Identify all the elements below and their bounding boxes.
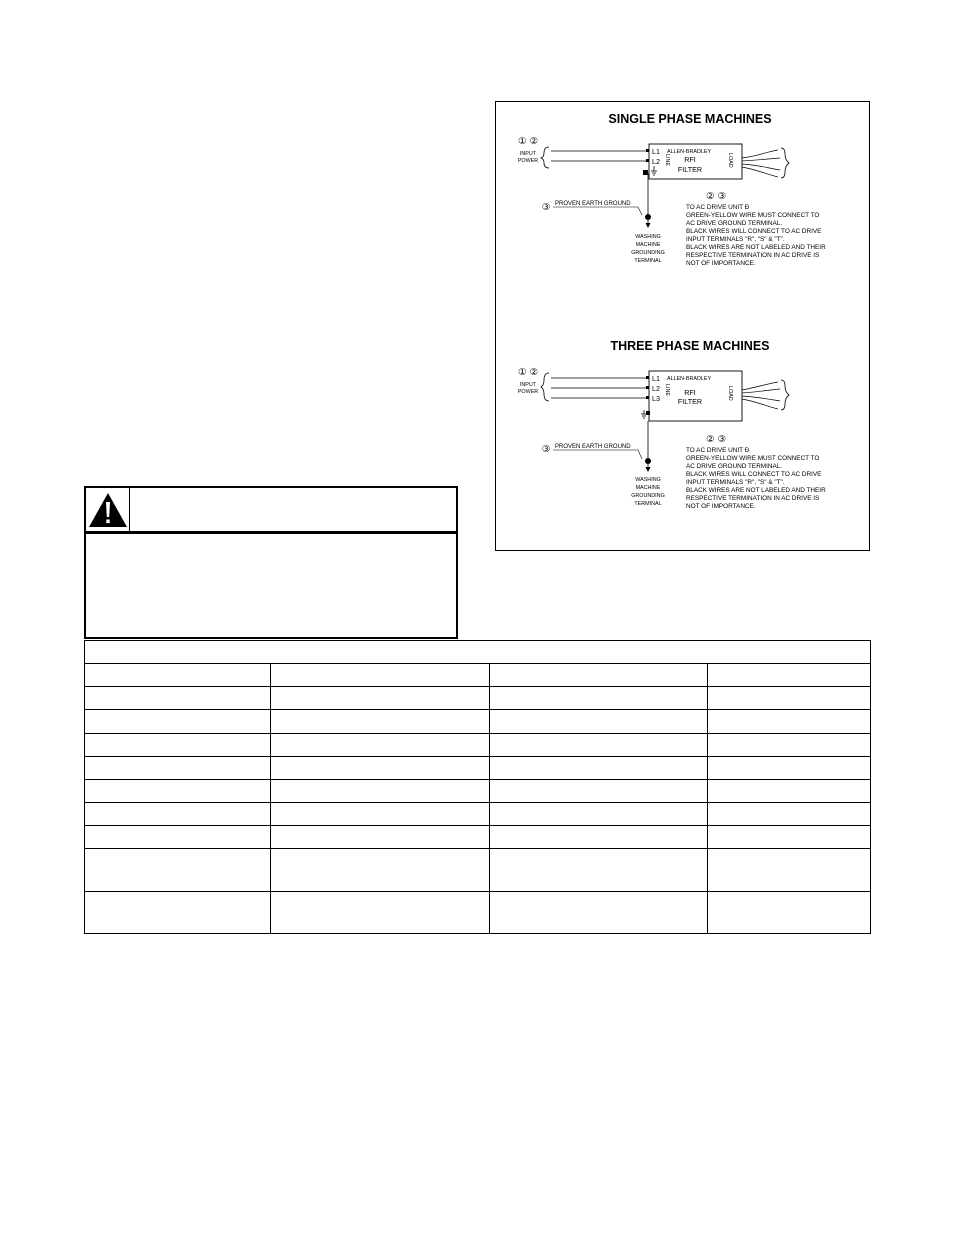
single-phase-note-line-5: INPUT TERMINALS "R", "S" & "T". bbox=[686, 236, 785, 243]
warning-box bbox=[84, 486, 458, 639]
three-phase-grounding-terminal-3: GROUNDING bbox=[631, 493, 665, 499]
three-phase-filter-name-1: RFI bbox=[684, 388, 696, 397]
three-phase-diagram bbox=[518, 339, 826, 510]
single-phase-note-line-6: BLACK WIRES ARE NOT LABELED AND THEIR bbox=[686, 244, 826, 251]
table-cell bbox=[85, 710, 271, 733]
table-cell bbox=[85, 826, 271, 849]
three-phase-grounding-terminal-4: TERMINAL bbox=[634, 501, 662, 507]
single-phase-note-line-1: TO AC DRIVE UNIT Ð bbox=[686, 204, 750, 211]
table-row bbox=[85, 710, 871, 733]
table-row bbox=[85, 779, 871, 802]
table-cell bbox=[708, 891, 871, 933]
single-phase-line-label: LINE bbox=[664, 154, 670, 166]
single-phase-input-power-label-1: INPUT bbox=[519, 151, 537, 157]
table-cell bbox=[85, 733, 271, 756]
three-phase-input-brace bbox=[541, 373, 549, 401]
table-cell bbox=[85, 756, 271, 779]
warning-header bbox=[86, 488, 456, 533]
single-phase-input-power-label-2: POWER bbox=[517, 158, 539, 164]
table-cell bbox=[271, 803, 490, 826]
three-phase-input-power-label-2: POWER bbox=[517, 389, 539, 395]
table-cell bbox=[490, 891, 708, 933]
warning-icon-cell bbox=[86, 488, 130, 531]
single-phase-title: SINGLE PHASE MACHINES bbox=[608, 112, 772, 126]
table-cell bbox=[490, 826, 708, 849]
table-header-cell bbox=[490, 664, 708, 687]
three-phase-ground-label: PROVEN EARTH GROUND bbox=[555, 444, 631, 450]
three-phase-note-line-4: BLACK WIRES WILL CONNECT TO AC DRIVE bbox=[686, 471, 822, 478]
three-phase-terminal-l1-dot bbox=[646, 376, 649, 379]
table-cell bbox=[708, 756, 871, 779]
table-cell bbox=[490, 687, 708, 710]
single-phase-filter-name-2: FILTER bbox=[677, 165, 703, 174]
three-phase-load-label: LOAD bbox=[727, 386, 733, 401]
table-cell bbox=[271, 756, 490, 779]
three-phase-terminal-l2: L2 bbox=[652, 384, 660, 393]
three-phase-note-line-3: AC DRIVE GROUND TERMINAL. bbox=[686, 463, 783, 470]
three-phase-input-power-label-1: INPUT bbox=[519, 382, 537, 388]
table-cell bbox=[271, 733, 490, 756]
three-phase-grounding-terminal-2: MACHINE bbox=[635, 485, 661, 491]
single-phase-filter-name-1: RFI bbox=[684, 155, 696, 164]
table-header-cell bbox=[708, 664, 871, 687]
table-cell bbox=[271, 891, 490, 933]
table-header-row bbox=[85, 664, 871, 687]
warning-triangle-icon bbox=[88, 492, 128, 528]
single-phase-grounding-terminal-4: TERMINAL bbox=[634, 258, 662, 264]
table-cell bbox=[271, 826, 490, 849]
single-phase-note-line-3: AC DRIVE GROUND TERMINAL. bbox=[686, 220, 783, 227]
table-row bbox=[85, 687, 871, 710]
single-phase-grounding-terminal-1: WASHING bbox=[635, 234, 661, 240]
single-phase-output-brace bbox=[781, 148, 789, 178]
three-phase-filter-name-2: FILTER bbox=[677, 397, 703, 406]
table-title-row bbox=[85, 641, 871, 664]
single-phase-filter-brand: ALLEN-BRADLEY bbox=[667, 149, 712, 155]
single-phase-note-line-2: GREEN-YELLOW WIRE MUST CONNECT TO bbox=[686, 212, 820, 219]
single-phase-terminal-l2: L2 bbox=[652, 157, 660, 166]
table-row bbox=[85, 891, 871, 933]
three-phase-note-numbers: ② ③ bbox=[705, 434, 727, 445]
single-phase-output-wires bbox=[742, 150, 780, 177]
table-cell bbox=[490, 710, 708, 733]
three-phase-output-wires bbox=[742, 382, 780, 409]
three-phase-ground-number: ③ bbox=[541, 444, 551, 455]
single-phase-note-numbers: ② ③ bbox=[705, 191, 727, 202]
table-title-cell bbox=[85, 641, 871, 664]
table-cell bbox=[85, 687, 271, 710]
three-phase-note-line-7: RESPECTIVE TERMINATION IN AC DRIVE IS bbox=[686, 495, 820, 502]
table-cell bbox=[271, 710, 490, 733]
table-cell bbox=[85, 891, 271, 933]
table-cell bbox=[490, 803, 708, 826]
single-phase-diagram bbox=[518, 112, 826, 267]
three-phase-output-brace bbox=[781, 380, 789, 410]
three-phase-title: THREE PHASE MACHINES bbox=[610, 339, 770, 353]
three-phase-grounding-terminal-1: WASHING bbox=[635, 477, 661, 483]
three-phase-note-line-6: BLACK WIRES ARE NOT LABELED AND THEIR bbox=[686, 487, 826, 494]
three-phase-note-line-2: GREEN-YELLOW WIRE MUST CONNECT TO bbox=[686, 455, 820, 462]
table-cell bbox=[85, 779, 271, 802]
spec-table bbox=[84, 640, 871, 934]
table-cell bbox=[85, 803, 271, 826]
single-phase-ground-number: ③ bbox=[541, 202, 551, 213]
three-phase-filter-brand: ALLEN-BRADLEY bbox=[667, 376, 712, 382]
table-cell bbox=[271, 849, 490, 891]
table-cell bbox=[708, 803, 871, 826]
table-row bbox=[85, 849, 871, 891]
single-phase-terminal-l2-dot bbox=[646, 159, 649, 162]
table-cell bbox=[85, 849, 271, 891]
table-cell bbox=[708, 733, 871, 756]
three-phase-line-label: LINE bbox=[664, 384, 670, 396]
table-cell bbox=[490, 779, 708, 802]
table-header-cell bbox=[85, 664, 271, 687]
single-phase-note-line-7: RESPECTIVE TERMINATION IN AC DRIVE IS bbox=[686, 252, 820, 259]
single-phase-input-brace bbox=[541, 147, 549, 168]
warning-divider bbox=[86, 533, 456, 534]
single-phase-ground-arrow-icon bbox=[646, 223, 651, 228]
single-phase-grounding-terminal-2: MACHINE bbox=[635, 242, 661, 248]
three-phase-note-line-1: TO AC DRIVE UNIT Ð bbox=[686, 447, 750, 454]
single-phase-grounding-terminal-3: GROUNDING bbox=[631, 250, 665, 256]
wiring-diagram-panel bbox=[495, 101, 870, 551]
table-cell bbox=[708, 710, 871, 733]
table-cell bbox=[708, 687, 871, 710]
table-row bbox=[85, 803, 871, 826]
table-cell bbox=[490, 849, 708, 891]
table-cell bbox=[490, 733, 708, 756]
three-phase-terminal-l2-dot bbox=[646, 386, 649, 389]
three-phase-terminal-l3-dot bbox=[646, 396, 649, 399]
table-header-cell bbox=[271, 664, 490, 687]
three-phase-terminal-l1: L1 bbox=[652, 374, 660, 383]
single-phase-note-line-8: NOT OF IMPORTANCE. bbox=[686, 260, 756, 267]
table-row bbox=[85, 733, 871, 756]
table-cell bbox=[708, 779, 871, 802]
table-cell bbox=[490, 756, 708, 779]
table-row bbox=[85, 826, 871, 849]
three-phase-ground-arrow-icon bbox=[646, 467, 651, 472]
single-phase-load-label: LOAD bbox=[727, 153, 733, 168]
three-phase-note-line-5: INPUT TERMINALS "R", "S" & "T". bbox=[686, 479, 785, 486]
table-row bbox=[85, 756, 871, 779]
single-phase-terminal-l1-dot bbox=[646, 149, 649, 152]
three-phase-note-line-8: NOT OF IMPORTANCE. bbox=[686, 503, 756, 510]
table-cell bbox=[271, 687, 490, 710]
three-phase-input-numbers: ① ② bbox=[517, 367, 539, 378]
single-phase-terminal-l1: L1 bbox=[652, 147, 660, 156]
single-phase-ground-label: PROVEN EARTH GROUND bbox=[555, 201, 631, 207]
single-phase-input-numbers: ① ② bbox=[517, 136, 539, 147]
table-cell bbox=[708, 849, 871, 891]
table-cell bbox=[708, 826, 871, 849]
table-cell bbox=[271, 779, 490, 802]
single-phase-note-line-4: BLACK WIRES WILL CONNECT TO AC DRIVE bbox=[686, 228, 822, 235]
three-phase-terminal-l3: L3 bbox=[652, 394, 660, 403]
